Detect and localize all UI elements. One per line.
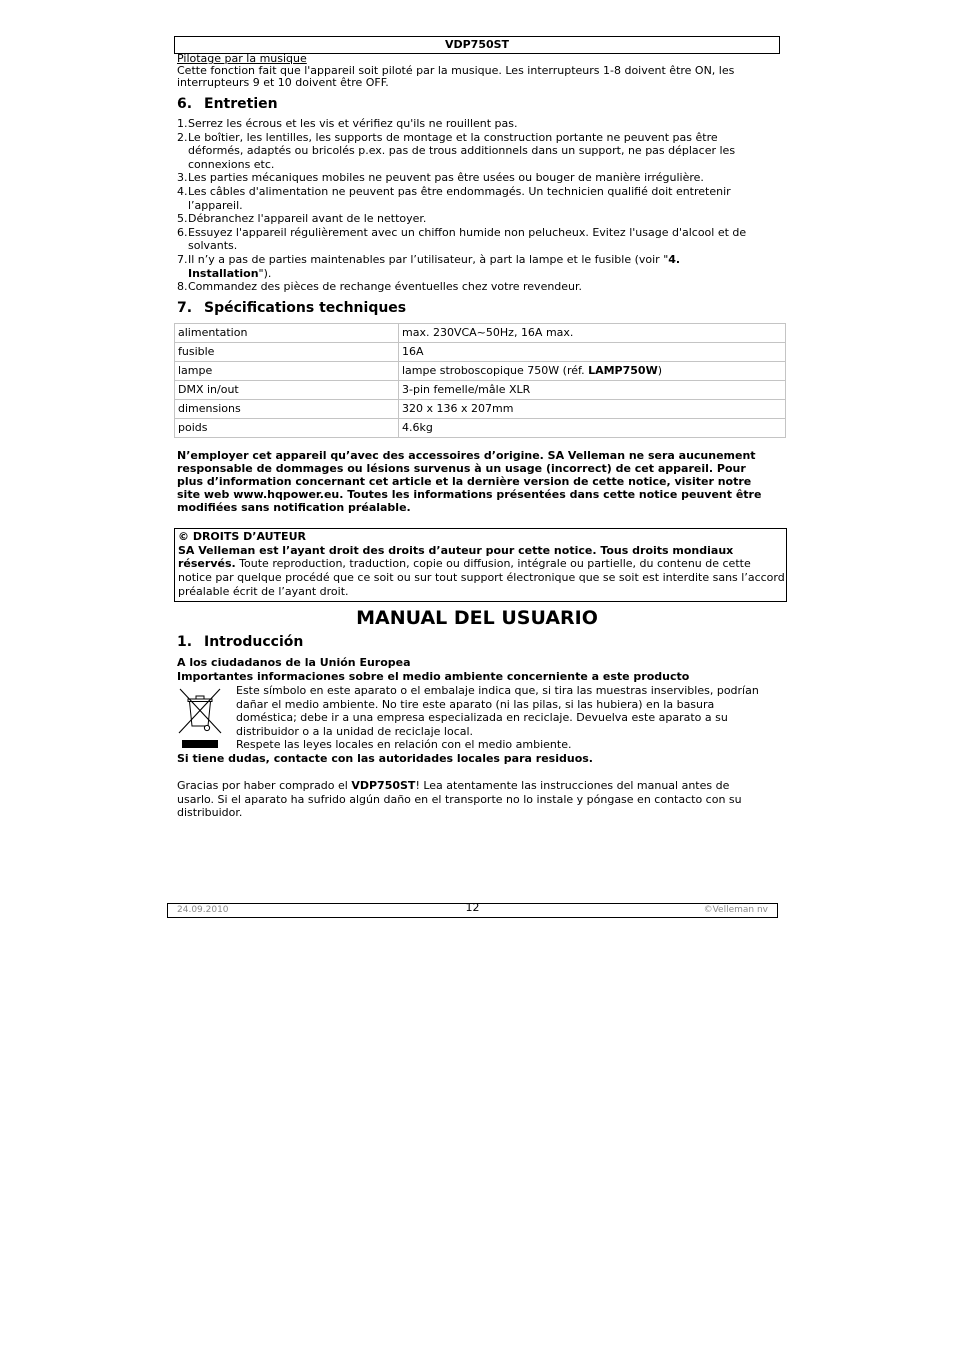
list-item bbox=[177, 280, 746, 294]
list-item-number: 5. bbox=[177, 212, 188, 226]
spec-value bbox=[399, 362, 786, 381]
spec-label: poids bbox=[175, 419, 399, 438]
list-item bbox=[177, 117, 746, 131]
section-number: 6. bbox=[177, 96, 193, 112]
spec-label: lampe bbox=[175, 362, 399, 381]
section-reference: Installation bbox=[188, 266, 259, 280]
paragraph-text-run: ! Lea atentamente las instrucciones del manual antes de bbox=[415, 779, 730, 792]
section-heading-specifications bbox=[177, 300, 406, 316]
list-item-number: 7. bbox=[177, 252, 188, 266]
spec-value: 320 x 136 x 207mm bbox=[399, 400, 786, 419]
footer-date: 24.09.2010 bbox=[177, 905, 229, 915]
list-item-text: Débranchez l'appareil avant de le nettoyer. bbox=[188, 212, 427, 226]
paragraph-line: plus d’information concernant cet article et la dernière version de cette notice, visiter notre bbox=[177, 475, 752, 488]
list-item bbox=[177, 171, 746, 185]
paragraph-line: Respete las leyes locales en relación con el medio ambiente. bbox=[236, 738, 572, 751]
list-item-text: Les parties mécaniques mobiles ne peuvent pas être usées ou bouger de manière irrégulière. bbox=[188, 171, 704, 185]
paragraph-line: modifiées sans notification préalable. bbox=[177, 501, 411, 514]
spec-value: 4.6kg bbox=[399, 419, 786, 438]
section-title: Entretien bbox=[204, 96, 278, 112]
list-item-text bbox=[188, 253, 746, 267]
list-item-text: Commandez des pièces de rechange éventuelles chez votre revendeur. bbox=[188, 280, 583, 294]
table-row bbox=[175, 343, 786, 362]
spec-label: alimentation bbox=[175, 324, 399, 343]
table-row bbox=[175, 400, 786, 419]
music-control-paragraph bbox=[177, 65, 734, 89]
list-item-text: Les câbles d'alimentation ne peuvent pas être endommagés. Un technicien qualifié doit entretenir bbox=[188, 184, 731, 198]
section-title: Spécifications techniques bbox=[204, 300, 407, 316]
list-item-text-run: "). bbox=[258, 266, 272, 280]
music-control-title: Pilotage par la musique bbox=[177, 52, 307, 65]
maintenance-list bbox=[177, 117, 746, 294]
list-item-number: 1. bbox=[177, 117, 188, 130]
spec-value-text: lampe stroboscopique 750W (réf. bbox=[402, 364, 589, 377]
spec-label: fusible bbox=[175, 343, 399, 362]
table-row bbox=[175, 419, 786, 438]
list-item-text: Le boîtier, les lentilles, les supports de montage et la construction portante ne peuvent pas être bbox=[188, 130, 718, 144]
list-item bbox=[177, 253, 746, 280]
copyright-line: notice par quelque procédé que ce soit ou sur tout support électronique que se soit est interdite sans l’accord bbox=[178, 571, 785, 585]
copyright-line: SA Velleman est l’ayant droit des droits d’auteur pour cette notice. Tous droits mondiaux bbox=[178, 543, 734, 557]
spec-value-text: ) bbox=[657, 364, 663, 377]
list-item bbox=[177, 212, 746, 226]
copyright-text-run: Toute reproduction, traduction, copie ou diffusion, intégrale ou partielle, du contenu de cette bbox=[235, 557, 751, 571]
list-item-text: solvants. bbox=[188, 239, 238, 253]
list-item-text: déformés, adaptés ou bricolés p.ex. pas de trous additionnels dans un support, ne pas déplacer les bbox=[188, 144, 736, 158]
copyright-title: © DROITS D’AUTEUR bbox=[178, 530, 306, 543]
copyright-line: préalable écrit de l’ayant droit. bbox=[178, 584, 349, 598]
thanks-paragraph bbox=[177, 779, 742, 820]
paragraph-line: interrupteurs 9 et 10 doivent être OFF. bbox=[177, 76, 389, 89]
specifications-table bbox=[174, 323, 786, 438]
weee-notice-text bbox=[236, 684, 759, 752]
list-item-number: 8. bbox=[177, 280, 188, 294]
list-item-text: connexions etc. bbox=[188, 157, 275, 171]
spec-label: DMX in/out bbox=[175, 381, 399, 400]
section-number: 7. bbox=[177, 300, 193, 316]
paragraph-line: Este símbolo en este aparato o el embalaje indica que, si tira las muestras inservibles, podrían bbox=[236, 684, 759, 697]
list-item-number: 2. bbox=[177, 130, 188, 144]
list-item bbox=[177, 131, 746, 172]
spec-value-reference: LAMP750W bbox=[588, 364, 658, 377]
eu-heading-line: A los ciudadanos de la Unión Europea bbox=[177, 656, 411, 669]
list-item bbox=[177, 185, 746, 212]
paragraph-line: doméstica; debe ir a una empresa especializada en reciclaje. Devuelva este aparato a su bbox=[236, 711, 728, 724]
manual-title: MANUAL DEL USUARIO bbox=[356, 607, 598, 629]
list-item-text: Serrez les écrous et les vis et vérifiez qu'ils ne rouillent pas. bbox=[188, 117, 518, 130]
doubts-notice: Si tiene dudas, contacte con las autoridades locales para residuos. bbox=[177, 752, 593, 765]
paragraph-text-run: Gracias por haber comprado el bbox=[177, 779, 352, 792]
footer-copyright: ©Velleman nv bbox=[703, 905, 768, 915]
section-title: Introducción bbox=[204, 634, 304, 650]
section-reference: 4. bbox=[668, 252, 681, 266]
spec-value: 16A bbox=[399, 343, 786, 362]
list-item-number: 4. bbox=[177, 184, 188, 198]
paragraph-line: N’employer cet appareil qu’avec des accessoires d’origine. SA Velleman ne sera aucunement bbox=[177, 449, 756, 462]
copyright-box bbox=[174, 528, 787, 602]
paragraph-line: distribuidor o a la unidad de reciclaje local. bbox=[236, 724, 474, 738]
section-heading-maintenance bbox=[177, 96, 278, 112]
disclaimer-paragraph bbox=[177, 449, 761, 514]
list-item bbox=[177, 226, 746, 253]
paragraph-line: dañar el medio ambiente. No tire este aparato (ni las pilas, si las hubiera) en la basura bbox=[236, 697, 715, 711]
list-item-text bbox=[188, 267, 746, 281]
paragraph-line: responsable de dommages ou lésions survenus à un usage (incorrect) de cet appareil. Pour bbox=[177, 462, 746, 475]
table-row bbox=[175, 324, 786, 343]
page-number: 12 bbox=[465, 901, 480, 914]
eu-notice-heading bbox=[177, 656, 689, 683]
list-item-number: 3. bbox=[177, 171, 188, 185]
header-model: VDP750ST bbox=[444, 38, 510, 51]
crossed-out-wheelie-bin-icon bbox=[177, 687, 223, 749]
paragraph-line: Cette fonction fait que l'appareil soit piloté par la musique. Les interrupteurs 1-8 doivent être ON, les bbox=[177, 64, 735, 77]
page-footer bbox=[167, 903, 778, 918]
copyright-line bbox=[178, 557, 786, 571]
list-item-text-run: Il n’y a pas de parties maintenables par l’utilisateur, à part la lampe et le fusible (voir " bbox=[188, 252, 669, 266]
eu-heading-line: Importantes informaciones sobre el medio ambiente concerniente a este producto bbox=[177, 669, 690, 683]
copyright-bold-run: réservés. bbox=[178, 557, 236, 571]
list-item-text: Essuyez l'appareil régulièrement avec un chiffon humide non pelucheux. Evitez l'usage d'alcool et de bbox=[188, 225, 747, 239]
paragraph-line: distribuidor. bbox=[177, 806, 243, 819]
table-row bbox=[175, 362, 786, 381]
paragraph-line bbox=[177, 779, 742, 793]
list-item-text: l’appareil. bbox=[188, 198, 243, 212]
section-number: 1. bbox=[177, 634, 193, 650]
product-model: VDP750ST bbox=[351, 779, 416, 792]
spec-label: dimensions bbox=[175, 400, 399, 419]
spec-value: max. 230VCA~50Hz, 16A max. bbox=[399, 324, 786, 343]
paragraph-line: usarlo. Si el aparato ha sufrido algún daño en el transporte no lo instale y póngase en contacto con su bbox=[177, 792, 742, 806]
section-heading-introduction bbox=[177, 634, 303, 650]
table-row bbox=[175, 381, 786, 400]
list-item-number: 6. bbox=[177, 225, 188, 239]
paragraph-line: site web www.hqpower.eu. Toutes les informations présentées dans cette notice peuvent être bbox=[177, 488, 762, 501]
spec-value: 3-pin femelle/mâle XLR bbox=[399, 381, 786, 400]
